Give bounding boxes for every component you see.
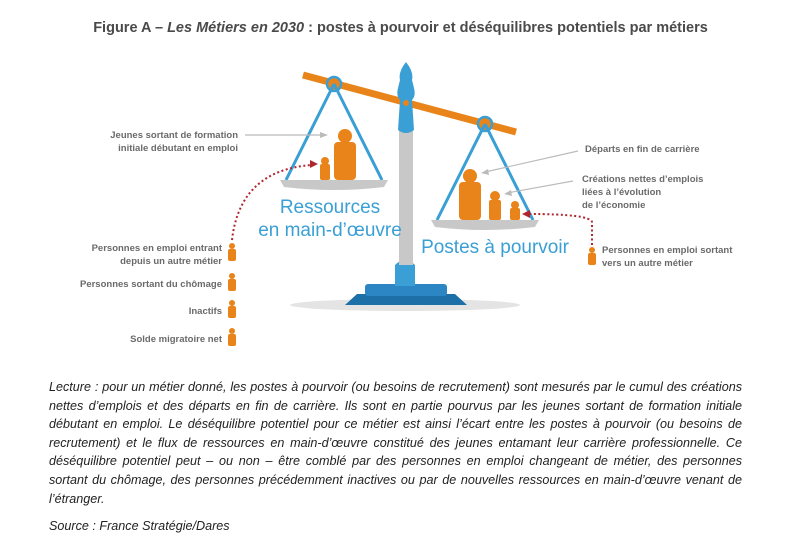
left-pan [280, 180, 388, 190]
label-creations-line3: de l’économie [582, 200, 646, 211]
scale-head [397, 62, 414, 133]
label-entrant-line1: Personnes en emploi entrant [91, 243, 222, 254]
label-creations-line1: Créations nettes d’emplois [582, 174, 704, 185]
label-creations-line2: liées à l’évolution [582, 187, 662, 198]
left-weights [320, 129, 356, 180]
title-prefix: Figure A – [93, 20, 168, 36]
title-italic: Les Métiers en 2030 [167, 20, 305, 36]
label-entrant-line2: depuis un autre métier [120, 256, 222, 267]
lecture-paragraph: Lecture : pour un métier donné, les postes à pourvoir (ou besoins de recrutement) sont mesurés par le cumul des créations nettes d’emplois et des départs en fin de carrière. Ils sont en partie pourvus par les jeunes sortant de formation initiale débutant en emploi. Le déséquilibre potentiel pour ce métier est ainsi l’écart entre les postes à pourvoir (ou besoins de recrutement) et le flux de ressources en main-d’œuvre constitué des jeunes entamant leur carrière professionnelle. Ce déséquilibre potentiel peut – ou non – être comblé par des personnes en emploi changeant de métier, des personnes sortant du chômage, des personnes précédemment inactives ou par de nouvelles ressources en main-d’œuvre venant de l’étranger. [49, 380, 742, 506]
right-pan-label: Postes à pourvoir [421, 237, 569, 258]
label-creations [582, 173, 703, 212]
right-pan [431, 220, 539, 230]
label-sortant [602, 244, 732, 270]
label-inactifs: Inactifs [188, 306, 222, 317]
label-migratoire: Solde migratoire net [130, 334, 222, 345]
label-jeunes-line2: initiale débutant en emploi [118, 143, 238, 154]
label-departs: Départs en fin de carrière [585, 144, 700, 155]
left-pan-label-line1: Ressources [279, 197, 381, 218]
label-jeunes [60, 129, 238, 155]
title-suffix: : postes à pourvoir et déséquilibres potentiels par métiers [304, 20, 708, 36]
left-pan-label [250, 196, 410, 242]
left-pan-label-line2: en main-d’œuvre [258, 220, 402, 241]
label-sortant-line2: vers un autre métier [602, 258, 693, 269]
label-jeunes-line1: Jeunes sortant de formation [110, 130, 238, 141]
pivot-dot [403, 100, 409, 106]
source-note: Source : France Stratégie/Dares [49, 519, 230, 533]
label-sortant-line1: Personnes en emploi sortant [602, 245, 733, 256]
label-chomage: Personnes sortant du chômage [79, 279, 222, 290]
label-entrant [40, 242, 222, 268]
scale-pole [399, 120, 413, 265]
